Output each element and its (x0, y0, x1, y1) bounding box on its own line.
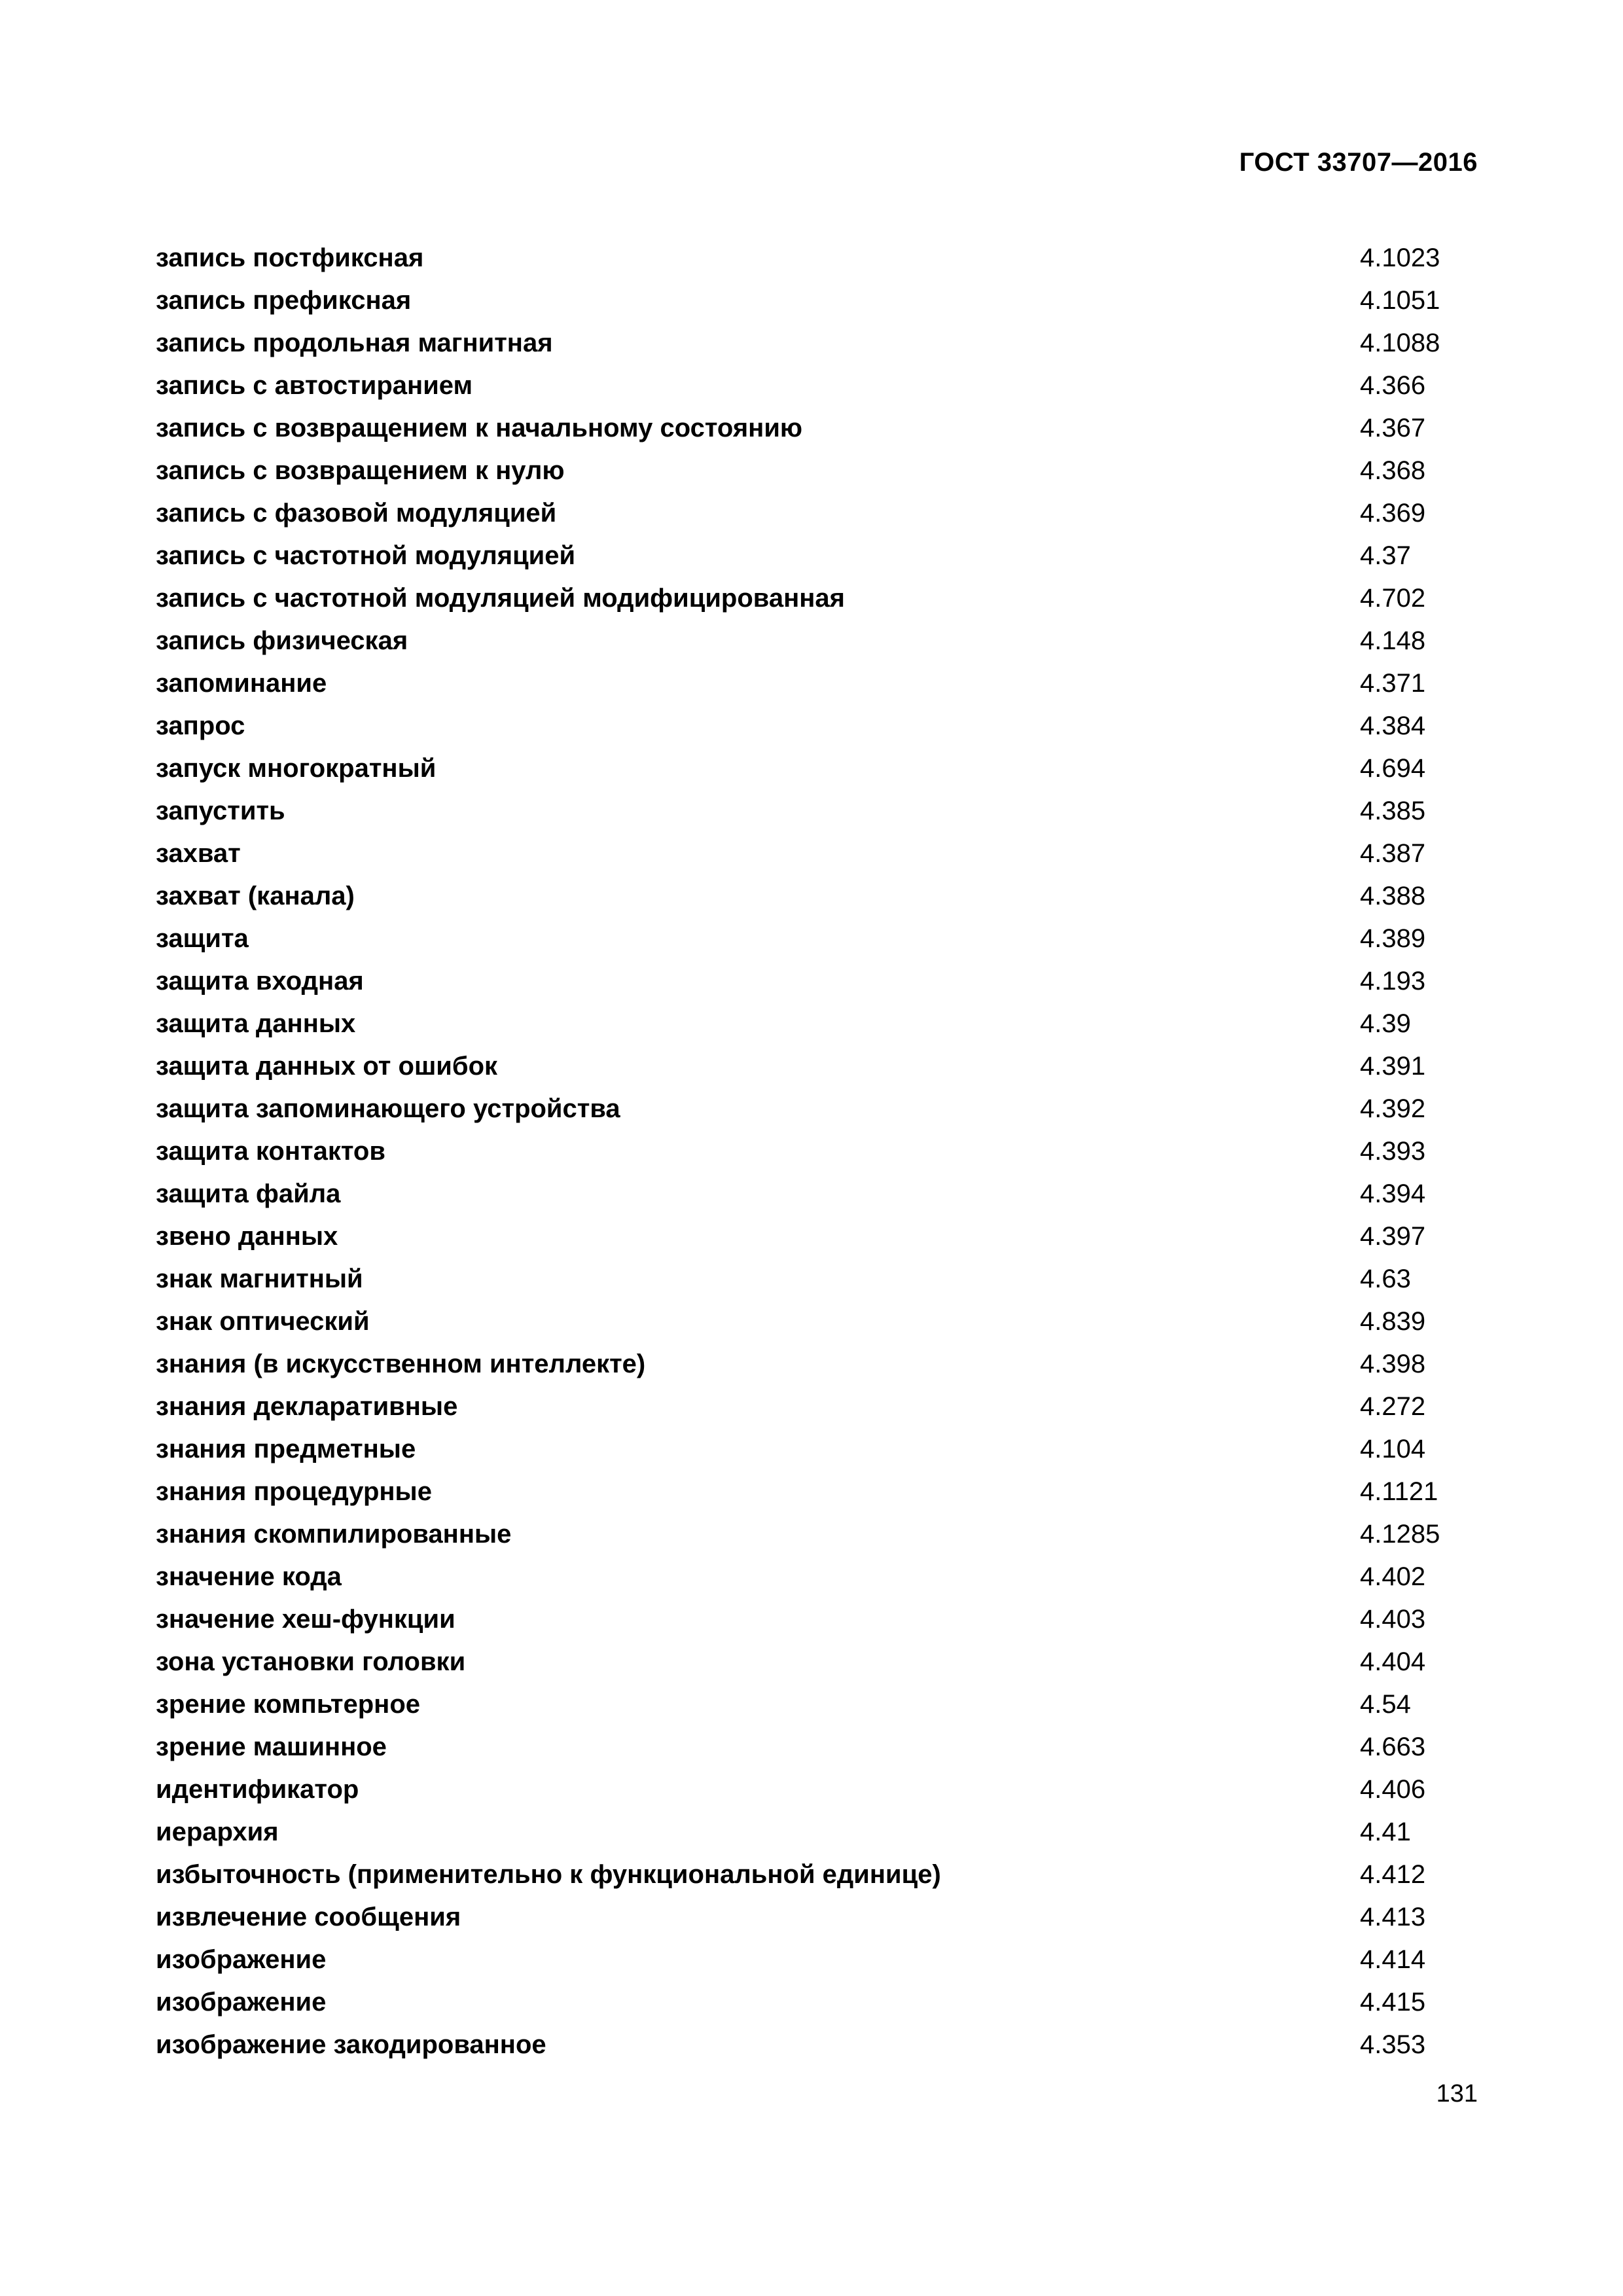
index-reference: 4.41 (1360, 1818, 1411, 1846)
index-reference: 4.366 (1360, 371, 1426, 400)
index-reference: 4.392 (1360, 1094, 1426, 1123)
index-term: запись с автостиранием (156, 371, 473, 400)
index-reference: 4.367 (1360, 414, 1426, 442)
index-term: значение хеш-функции (156, 1605, 455, 1634)
index-entry (156, 1641, 1478, 1683)
index-term: зона установки головки (156, 1647, 466, 1676)
index-entry (156, 1598, 1478, 1641)
index-term: запись постфиксная (156, 243, 424, 272)
index-term: знания декларативные (156, 1392, 458, 1421)
index-reference: 4.663 (1360, 1732, 1426, 1761)
index-entry (156, 1003, 1478, 1045)
index-term: запустить (156, 797, 285, 825)
index-term: запуск многократный (156, 754, 437, 783)
index-entry (156, 577, 1478, 620)
index-reference: 4.193 (1360, 967, 1426, 996)
index-term: захват (канала) (156, 882, 355, 910)
index-term: знак магнитный (156, 1265, 363, 1293)
index-term: защита данных от ошибок (156, 1052, 498, 1081)
index-entry (156, 875, 1478, 918)
index-reference: 4.1088 (1360, 329, 1440, 357)
index-reference: 4.272 (1360, 1392, 1426, 1421)
index-reference: 4.394 (1360, 1179, 1426, 1208)
index-term: иерархия (156, 1818, 279, 1846)
index-term: защита файла (156, 1179, 341, 1208)
index-reference: 4.104 (1360, 1435, 1426, 1463)
index-entry (156, 1683, 1478, 1726)
index-term: запись префиксная (156, 286, 412, 315)
index-term: запоминание (156, 669, 327, 698)
index-reference: 4.37 (1360, 541, 1411, 570)
index-reference: 4.839 (1360, 1307, 1426, 1336)
index-term: идентификатор (156, 1775, 359, 1804)
index-entry (156, 1768, 1478, 1811)
index-entry (156, 492, 1478, 535)
index-entry (156, 1726, 1478, 1768)
index-reference: 4.1051 (1360, 286, 1440, 315)
index-term: запись с частотной модуляцией (156, 541, 576, 570)
index-term: защита запоминающего устройства (156, 1094, 620, 1123)
index-entry (156, 322, 1478, 365)
index-entry (156, 279, 1478, 322)
index-reference: 4.398 (1360, 1350, 1426, 1378)
index-entry (156, 1811, 1478, 1854)
index-reference: 4.353 (1360, 2030, 1426, 2059)
index-term: изображение (156, 1988, 327, 2017)
index-entry (156, 662, 1478, 705)
index-reference: 4.391 (1360, 1052, 1426, 1081)
index-reference: 4.412 (1360, 1860, 1426, 1889)
index-term: избыточность (применительно к функциональной единице) (156, 1860, 941, 1889)
index-entry (156, 1258, 1478, 1300)
index-entry (156, 790, 1478, 833)
document-code: ГОСТ 33707—2016 (1239, 148, 1478, 177)
index-term: зрение машинное (156, 1732, 387, 1761)
index-entry (156, 1386, 1478, 1428)
index-reference: 4.702 (1360, 584, 1426, 613)
index-reference: 4.397 (1360, 1222, 1426, 1251)
index-entry (156, 1896, 1478, 1939)
index-entry (156, 407, 1478, 450)
index-reference: 4.1285 (1360, 1520, 1440, 1549)
index-term: захват (156, 839, 241, 868)
index-entry (156, 1471, 1478, 1513)
index-reference: 4.414 (1360, 1945, 1426, 1974)
index-reference: 4.406 (1360, 1775, 1426, 1804)
index-term: зрение компьтерное (156, 1690, 421, 1719)
index-term: защита входная (156, 967, 364, 996)
index-entry (156, 237, 1478, 279)
index-reference: 4.694 (1360, 754, 1426, 783)
index-reference: 4.148 (1360, 626, 1426, 655)
index-reference: 4.39 (1360, 1009, 1411, 1038)
term-index-list (156, 237, 1478, 2066)
document-header (1240, 148, 1478, 177)
index-term: запись продольная магнитная (156, 329, 553, 357)
index-reference: 4.384 (1360, 711, 1426, 740)
index-term: извлечение сообщения (156, 1903, 461, 1931)
index-entry (156, 918, 1478, 960)
index-term: знания скомпилированные (156, 1520, 512, 1549)
index-term: изображение закодированное (156, 2030, 546, 2059)
index-term: запись с частотной модуляцией модифицированная (156, 584, 846, 613)
index-term: запись с фазовой модуляцией (156, 499, 557, 528)
index-term: знак оптический (156, 1307, 370, 1336)
index-entry (156, 1854, 1478, 1896)
index-reference: 4.368 (1360, 456, 1426, 485)
index-reference: 4.413 (1360, 1903, 1426, 1931)
index-reference: 4.371 (1360, 669, 1426, 698)
index-entry (156, 1045, 1478, 1088)
index-term: изображение (156, 1945, 327, 1974)
index-term: запись физическая (156, 626, 408, 655)
index-term: знания процедурные (156, 1477, 432, 1506)
index-reference: 4.402 (1360, 1562, 1426, 1591)
index-entry (156, 1300, 1478, 1343)
index-term: защита данных (156, 1009, 356, 1038)
index-reference: 4.387 (1360, 839, 1426, 868)
index-term: знания (в искусственном интеллекте) (156, 1350, 646, 1378)
index-reference: 4.393 (1360, 1137, 1426, 1166)
index-reference: 4.369 (1360, 499, 1426, 528)
index-entry (156, 1088, 1478, 1130)
index-entry (156, 705, 1478, 747)
index-entry (156, 620, 1478, 662)
index-reference: 4.389 (1360, 924, 1426, 953)
index-entry (156, 1981, 1478, 2024)
page-number-text: 131 (1436, 2080, 1478, 2108)
index-reference: 4.1023 (1360, 243, 1440, 272)
index-reference: 4.63 (1360, 1265, 1411, 1293)
index-term: защита (156, 924, 249, 953)
index-entry (156, 1130, 1478, 1173)
index-entry (156, 1556, 1478, 1598)
index-entry (156, 1343, 1478, 1386)
index-entry (156, 450, 1478, 492)
index-term: запись с возвращением к нулю (156, 456, 565, 485)
index-entry (156, 960, 1478, 1003)
index-entry (156, 1173, 1478, 1215)
index-entry (156, 2024, 1478, 2066)
index-reference: 4.385 (1360, 797, 1426, 825)
page-number (1436, 2080, 1478, 2108)
index-reference: 4.388 (1360, 882, 1426, 910)
index-reference: 4.404 (1360, 1647, 1426, 1676)
index-entry (156, 833, 1478, 875)
index-term: знания предметные (156, 1435, 416, 1463)
index-reference: 4.415 (1360, 1988, 1426, 2017)
index-reference: 4.54 (1360, 1690, 1411, 1719)
index-term: звено данных (156, 1222, 338, 1251)
index-entry (156, 535, 1478, 577)
index-reference: 4.403 (1360, 1605, 1426, 1634)
index-reference: 4.1121 (1360, 1477, 1438, 1506)
index-entry (156, 747, 1478, 790)
index-term: защита контактов (156, 1137, 385, 1166)
index-entry (156, 365, 1478, 407)
index-term: запрос (156, 711, 245, 740)
index-term: запись с возвращением к начальному состоянию (156, 414, 803, 442)
index-entry (156, 1939, 1478, 1981)
index-entry (156, 1215, 1478, 1258)
index-entry (156, 1428, 1478, 1471)
index-term: значение кода (156, 1562, 342, 1591)
index-entry (156, 1513, 1478, 1556)
